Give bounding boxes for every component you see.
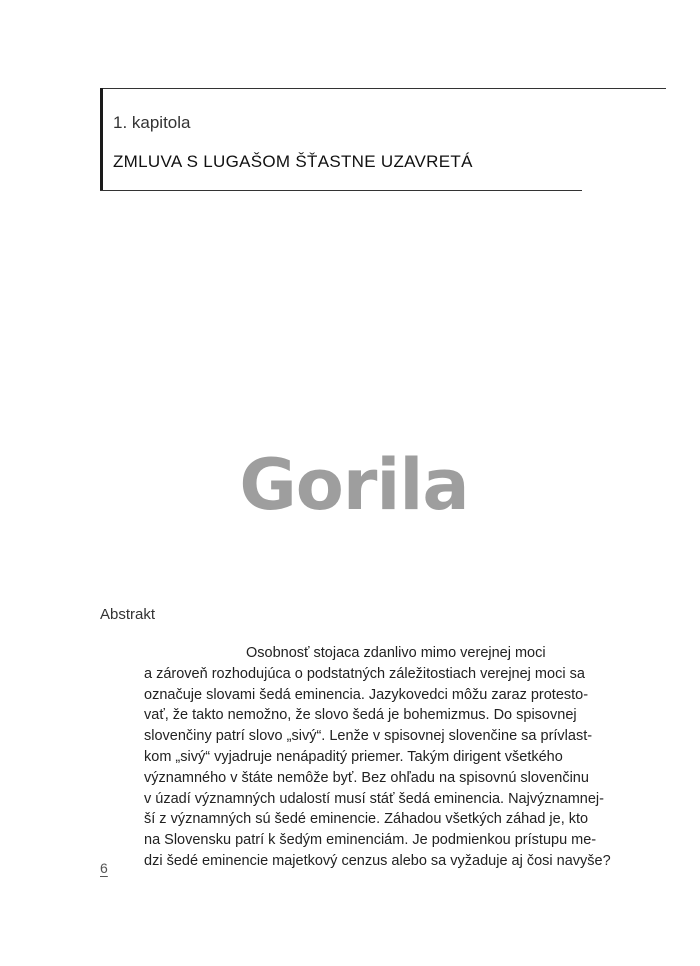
abstract-line: Osobnosť stojaca zdanlivo mimo verejnej moci [246, 645, 546, 661]
abstract-line: slovenčiny patrí slovo „sivý“. Lenže v spisovnej slovenčine sa prívlast- [144, 728, 593, 745]
abstract-line: a zároveň rozhodujúca o podstatných záležitostiach verejnej moci sa [144, 665, 585, 682]
header-top-rule [100, 88, 666, 89]
chapter-header [100, 88, 666, 192]
abstract-body [144, 643, 611, 872]
chapter-number: 1. kapitola [113, 113, 191, 132]
header-left-bar [100, 88, 103, 190]
chapter-title: ZMLUVA S LUGAŠOM ŠŤASTNE UZAVRETÁ [113, 152, 473, 171]
abstract-line: na Slovensku patrí k šedým eminenciám. Je podmienkou prístupu me- [144, 832, 597, 849]
abstract-line: vať, že takto nemožno, že slovo šedá je bohemizmus. Do spisovnej [144, 707, 577, 724]
abstract-line: v úzadí významných udalostí musí stáť šedá eminencia. Najvýznamnej- [144, 790, 604, 807]
abstract-line: dzi šedé eminencie majetkový cenzus alebo sa vyžaduje aj čosi navyše? [144, 852, 611, 869]
gorila-logo-text: Gorila [239, 444, 469, 526]
gorila-logo [234, 440, 474, 530]
abstract-line: označuje slovami šedá eminencia. Jazykovedci môžu zaraz protesto- [144, 686, 589, 703]
abstract-line: kom „sivý“ vyjadruje nenápaditý priemer. Takým dirigent všetkého [144, 748, 563, 765]
abstract-heading: Abstrakt [100, 606, 156, 623]
header-bottom-rule [100, 190, 582, 191]
abstract-line: ší z významných sú šedé eminencie. Záhadou všetkých záhad je, kto [144, 811, 589, 828]
page-number: 6 [100, 860, 108, 876]
abstract-line: významného v štáte nemôže byť. Bez ohľadu na spisovnú slovenčinu [144, 769, 589, 786]
